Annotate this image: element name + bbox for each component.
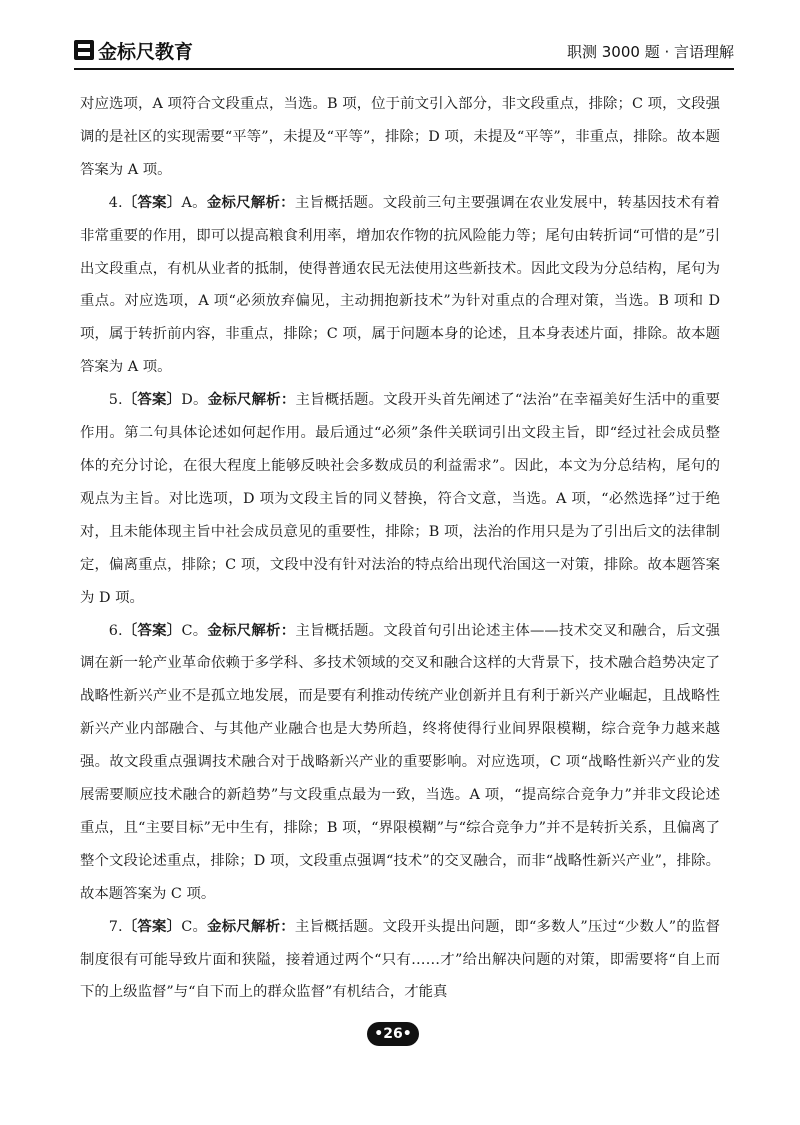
header-divider [74, 68, 734, 70]
analysis-label: 金标尺解析： [207, 918, 295, 935]
analysis-text: 主旨概括题。文段首句引出论述主体——技术交叉和融合，后文强调在新一轮产业革命依赖于多学科、多技术领域的交叉和融合这样的大背景下，技术融合趋势决定了战略性新兴产业不是孤立地发展，而是要有利推动传统产业创新并且有利于新兴产业崛起，且战略性新兴产业内部融合、与其他产业融合也是大势所趋，终将使得行业间界限模糊，综合竞争力越来越强。故文段重点强调技术融合对于战略新兴产业的重要影响。对应选项，C 项“战略性新兴产业的发展需要顺应技术融合的新趋势”与文段重点最为一致，当选。A 项，“提高综合竞争力”并非文段论述重点，且“主要目标”无中生有，排除；B 项，“界限模糊”与“综合竞争力”并不是转折关系，且偏离了整个文段论述重点，排除；D 项，文段重点强调“技术”的交叉融合，而非“战略性新兴产业”，排除。故本题答案为 C 项。 [80, 622, 720, 902]
answer-item-4 [80, 187, 720, 384]
answer-value: A。 [181, 194, 207, 211]
answer-value: C。 [181, 918, 208, 935]
analysis-label: 金标尺解析： [207, 392, 296, 409]
answer-item-7 [80, 911, 720, 1010]
page-body [80, 88, 720, 1009]
logo-text: 金标尺教育 [98, 40, 194, 63]
analysis-text: 主旨概括题。文段前三句主要强调在农业发展中，转基因技术有着非常重要的作用，即可以提高粮食利用率，增加农作物的抗风险能力等；尾句由转折词“可惜的是”引出文段重点，有机从业者的抵制，使得普通农民无法使用这些新技术。因此文段为分总结构，尾句为重点。对应选项，A 项“必须放弃偏见，主动拥抱新技术”为针对重点的合理对策，当选。B 项和 D 项，属于转折前内容，非重点，排除；C 项，属于问题本身的论述，且本身表述片面，排除。故本题答案为 A 项。 [80, 194, 720, 376]
answer-value: C。 [181, 622, 208, 639]
page-number-badge: •26• [367, 1022, 419, 1046]
answer-label: 〔答案〕 [122, 392, 182, 409]
paragraph-text: 对应选项，A 项符合文段重点，当选。B 项，位于前文引入部分，非文段重点，排除；C 项，文段强调的是社区的实现需要“平等”，未提及“平等”，排除；D 项，未提及“平等”，非重点，排除。故本题答案为 A 项。 [80, 96, 720, 178]
item-number: 4. [108, 194, 123, 211]
paragraph-continued [80, 88, 720, 187]
book-title: 职测 3000 题 · 言语理解 [566, 43, 734, 61]
answer-label: 〔答案〕 [122, 622, 182, 639]
item-number: 5. [108, 392, 123, 409]
analysis-label: 金标尺解析： [207, 622, 296, 639]
item-number: 7. [108, 918, 123, 935]
page-header [74, 30, 734, 66]
answer-item-5 [80, 384, 720, 614]
logo-icon [74, 40, 94, 60]
answer-item-6 [80, 615, 720, 911]
answer-label: 〔答案〕 [122, 918, 182, 935]
answer-value: D。 [181, 392, 208, 409]
publisher-logo [74, 38, 193, 62]
analysis-text: 主旨概括题。文段开头提出问题，即“多数人”压过“少数人”的监督制度很有可能导致片面和狭隘，接着通过两个“只有……才”给出解决问题的对策，即需要将“自上而下的上级监督”与“自下而上的群众监督”有机结合，才能真 [80, 918, 720, 1001]
analysis-label: 金标尺解析： [206, 194, 295, 211]
item-number: 6. [108, 622, 123, 639]
analysis-text: 主旨概括题。文段开头首先阐述了“法治”在幸福美好生活中的重要作用。第二句具体论述如何起作用。最后通过“必须”条件关联词引出文段主旨，即“经过社会成员整体的充分讨论，在很大程度上能够反映社会多数成员的利益需求”。因此，本文为分总结构，尾句的观点为主旨。对比选项，D 项为文段主旨的同义替换，符合文意，当选。A 项，“必然选择”过于绝对，且未能体现主旨中社会成员意见的重要性，排除；B 项，法治的作用只是为了引出后文的法律制定，偏离重点，排除；C 项，文段中没有针对法治的特点给出现代治国这一对策，排除。故本题答案为 D 项。 [80, 392, 720, 606]
answer-label: 〔答案〕 [122, 194, 182, 211]
